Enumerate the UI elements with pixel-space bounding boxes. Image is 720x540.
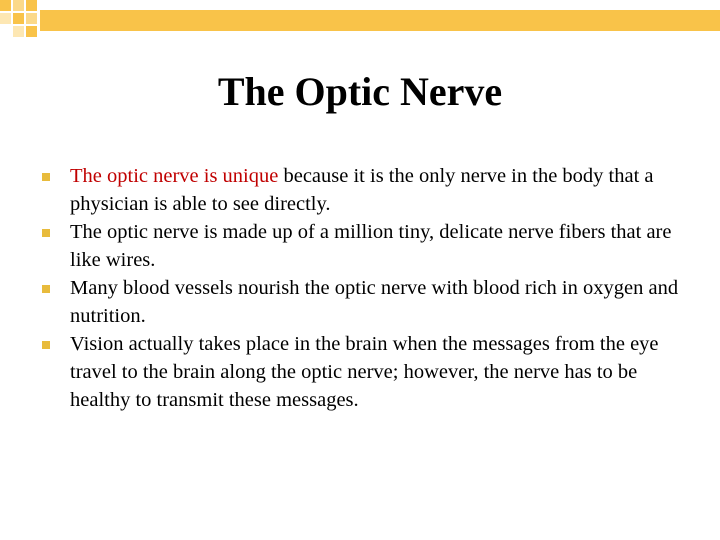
bullet-text: The optic nerve is made up of a million tiny, delicate nerve fibers that are like wires. bbox=[70, 221, 672, 271]
bullet-highlight: The optic nerve is unique bbox=[70, 165, 279, 187]
bullet-text: Vision actually takes place in the brain when the messages from the eye travel to the brain along the optic nerve; however, the nerve has to be healthy to transmit these messages. bbox=[70, 333, 659, 411]
slide-title: The Optic Nerve bbox=[217, 69, 503, 114]
bullet-item bbox=[38, 274, 688, 330]
bullet-item bbox=[38, 330, 688, 414]
bullet-text: because it is the only nerve in the body that a physician is able to see directly. bbox=[70, 165, 654, 215]
bullet-text: Many blood vessels nourish the optic nerve with blood rich in oxygen and nutrition. bbox=[70, 277, 679, 327]
decor-square bbox=[26, 26, 37, 37]
bullet-square-icon bbox=[42, 173, 50, 181]
decor-square bbox=[13, 26, 24, 37]
corner-decoration bbox=[0, 0, 720, 48]
decor-square bbox=[13, 0, 24, 11]
decor-square bbox=[0, 13, 11, 24]
bullet-square-icon bbox=[42, 229, 50, 237]
decor-square bbox=[26, 13, 37, 24]
bullet-list bbox=[38, 162, 688, 414]
decor-square bbox=[26, 0, 37, 11]
bullet-square-icon bbox=[42, 341, 50, 349]
decor-square bbox=[13, 13, 24, 24]
bullet-item bbox=[38, 162, 688, 218]
decor-square bbox=[0, 0, 11, 11]
accent-bar bbox=[40, 10, 720, 31]
bullet-square-icon bbox=[42, 285, 50, 293]
bullet-item bbox=[38, 218, 688, 274]
